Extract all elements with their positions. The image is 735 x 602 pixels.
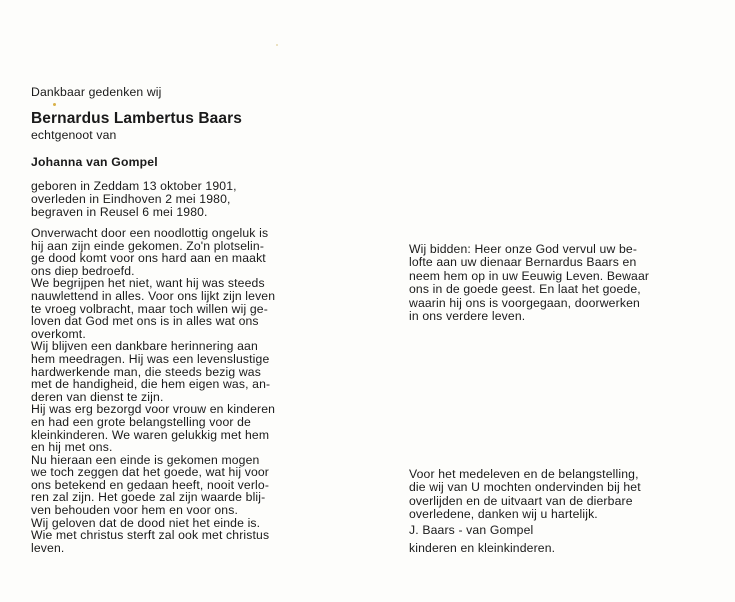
relation-text: echtgenoot van <box>31 128 117 142</box>
text-line: ren zal zijn. Het goede zal zijn waarde blij- <box>31 490 266 505</box>
text-line: Wij geloven dat de dood niet het einde is. <box>31 515 261 530</box>
text-line: we toch zeggen dat het goede, wat hij voor <box>31 465 270 480</box>
death-line: overleden in Eindhoven 2 mei 1980, <box>31 192 231 206</box>
text-line: overkomt. <box>31 326 86 341</box>
signature-children: kinderen en kleinkinderen. <box>409 541 556 555</box>
text-line: loven dat God met ons is in alles wat ons <box>31 314 259 329</box>
left-text-block <box>31 227 275 554</box>
text-line: en hij met ons. <box>31 440 113 455</box>
text-line: ons diep bedroefd. <box>31 263 135 278</box>
text-line: en had een grote belangstelling voor de <box>31 414 251 429</box>
thanks-line: overlijden en de uitvaart van de dierbare <box>409 493 633 508</box>
text-line: hem meedragen. Hij was een levenslustige <box>31 351 270 366</box>
text-line: hij aan zijn einde gekomen. Zo'n plotselin- <box>31 238 265 253</box>
prayer-line: ons in de goede geest. En laat het goede, <box>409 282 641 297</box>
text-line: Wij blijven een dankbare herinnering aan <box>31 339 258 354</box>
text-line: ons betekend en gedaan heeft, nooit verlo- <box>31 477 270 492</box>
print-speck <box>276 44 278 46</box>
text-line: Hij was erg bezorgd voor vrouw en kinderen <box>31 402 276 417</box>
text-line: Wie met christus sterft zal ook met christus <box>31 528 270 543</box>
prayer-line: Wij bidden: Heer onze God vervul uw be- <box>409 242 638 256</box>
text-line: We begrijpen het niet, want hij was steeds <box>31 276 265 291</box>
prayer-block <box>409 243 649 323</box>
thanks-block <box>409 468 641 522</box>
text-line: deren van dienst te zijn. <box>31 389 164 404</box>
text-line: Onverwacht door een noodlottig ongeluk is <box>31 226 269 240</box>
deceased-name: Bernardus Lambertus Baars <box>31 110 242 127</box>
dates-block <box>31 180 237 219</box>
burial-line: begraven in Reusel 6 mei 1980. <box>31 205 208 219</box>
prayer-line: in ons verdere leven. <box>409 308 526 323</box>
prayer-line: waarin hij ons is voorgegaan, doorwerken <box>409 295 640 310</box>
thanks-line: Voor het medeleven en de belangstelling, <box>409 467 639 481</box>
text-line: hardwerkende man, die steeds bezig was <box>31 364 261 379</box>
birth-line: geboren in Zeddam 13 oktober 1901, <box>31 179 237 193</box>
intro-text: Dankbaar gedenken wij <box>31 85 162 99</box>
text-line: nauwlettend in alles. Voor ons lijkt zijn leven <box>31 288 276 303</box>
spouse-name: Johanna van Gompel <box>31 155 158 169</box>
thanks-line: overledene, danken wij u hartelijk. <box>409 507 598 522</box>
text-line: met de handigheid, die hem eigen was, an- <box>31 377 271 392</box>
text-line: te vroeg volbracht, maar toch willen wij ge- <box>31 301 268 316</box>
prayer-line: neem hem op in uw Eeuwig Leven. Bewaar <box>409 268 650 283</box>
text-line: ge dood komt voor ons hard aan en maakt <box>31 251 266 266</box>
text-line: leven. <box>31 540 65 555</box>
print-speck <box>53 103 56 106</box>
signature-family: J. Baars - van Gompel <box>409 523 534 537</box>
thanks-line: die wij van U mochten ondervinden bij het <box>409 480 641 495</box>
text-line: kleinkinderen. We waren gelukkig met hem <box>31 427 270 442</box>
text-line: Nu hieraan een einde is gekomen mogen <box>31 452 260 467</box>
prayer-line: lofte aan uw dienaar Bernardus Baars en <box>409 255 637 270</box>
text-line: ven behouden voor hem en voor ons. <box>31 503 239 518</box>
